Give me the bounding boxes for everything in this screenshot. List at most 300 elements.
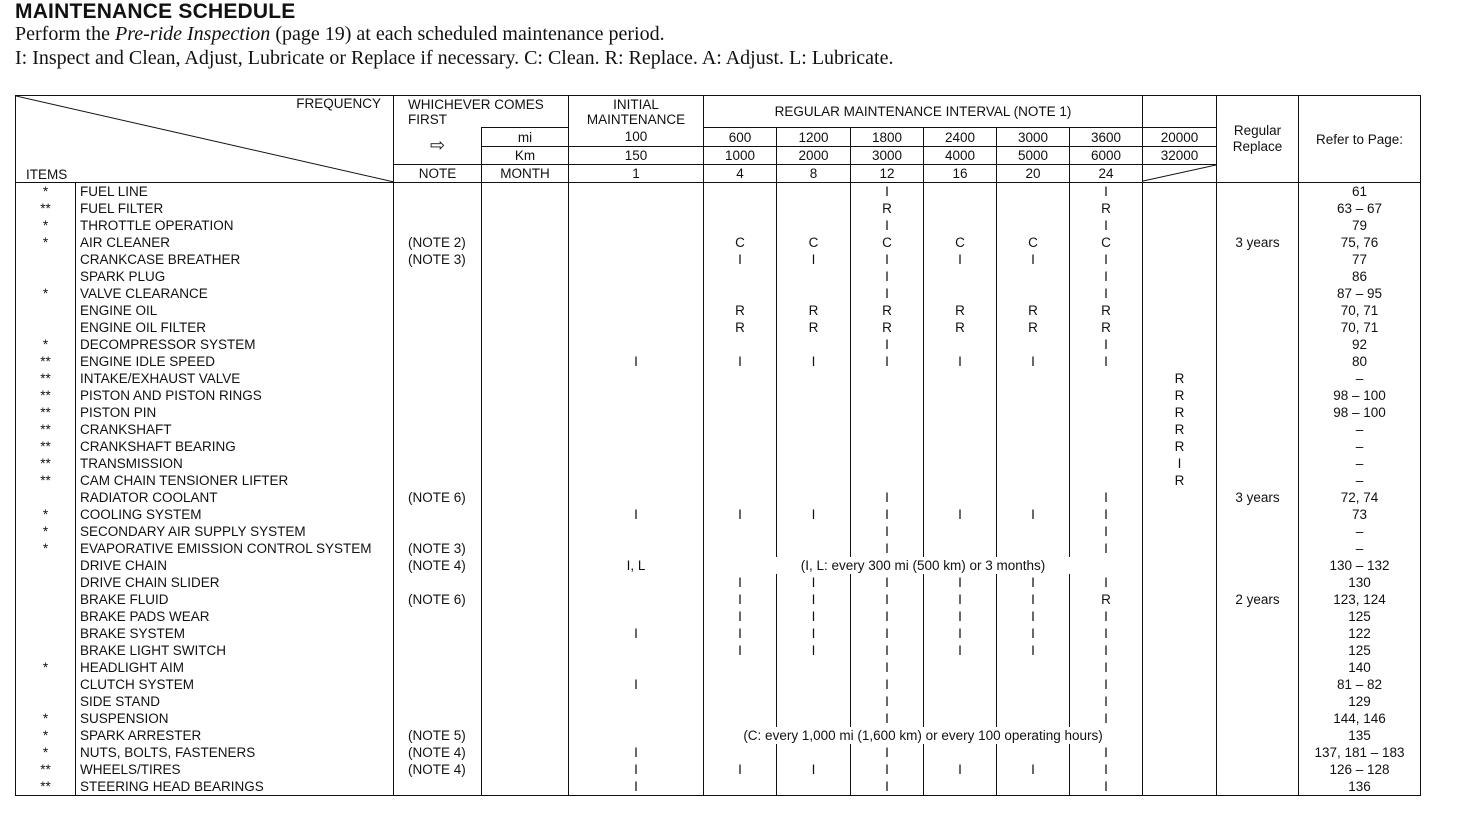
interval-value-3 [924,744,997,761]
initial-value: I [569,506,704,523]
interval-value-3: I [924,506,997,523]
initial-value [569,268,704,285]
interval-value-2: I [851,693,924,710]
month-label: MONTH [482,165,569,183]
item-marker [16,489,76,506]
regular-replace-value [1217,268,1299,285]
item-name: FUEL LINE [76,183,394,201]
interval-value-2: I [851,676,924,693]
table-row [16,710,1421,727]
refer-page-value: 86 [1299,268,1421,285]
item-blank [482,659,569,676]
item-marker [16,251,76,268]
item-note [394,693,482,710]
refer-page-value: – [1299,421,1421,438]
regular-replace-value [1217,285,1299,302]
table-row [16,438,1421,455]
item-name: VALVE CLEARANCE [76,285,394,302]
refer-page-value: 144, 146 [1299,710,1421,727]
refer-page-value: – [1299,455,1421,472]
table-row [16,693,1421,710]
regular-replace-value [1217,336,1299,353]
item-blank [482,693,569,710]
item-marker: * [16,710,76,727]
item-marker: ** [16,200,76,217]
refer-page-value: 75, 76 [1299,234,1421,251]
item-note: (NOTE 4) [394,557,482,574]
item-marker: * [16,285,76,302]
interval-value-4 [997,540,1070,557]
item-name: PISTON AND PISTON RINGS [76,387,394,404]
item-name: BRAKE PADS WEAR [76,608,394,625]
interval-value-1 [777,217,851,234]
interval-value-2: I [851,710,924,727]
interval-value-1: R [777,302,851,319]
interval-value-5: R [1070,200,1143,217]
item-marker: * [16,727,76,744]
item-marker: ** [16,404,76,421]
regular-replace-value [1217,608,1299,625]
item-marker: * [16,659,76,676]
interval-value-1 [777,744,851,761]
regular-replace-value [1217,676,1299,693]
interval-value-5 [1070,404,1143,421]
item-name: EVAPORATIVE EMISSION CONTROL SYSTEM [76,540,394,557]
initial-value [569,523,704,540]
special-value [1143,506,1217,523]
interval-1-mi: 1200 [777,128,851,147]
special-value [1143,540,1217,557]
interval-value-5: I [1070,506,1143,523]
item-note: (NOTE 5) [394,727,482,744]
frequency-label: FREQUENCY [296,96,381,111]
special-value [1143,676,1217,693]
regular-replace-value [1217,506,1299,523]
item-marker: * [16,217,76,234]
interval-value-5: I [1070,353,1143,370]
item-blank [482,642,569,659]
interval-value-2: I [851,353,924,370]
interval-value-5 [1070,387,1143,404]
interval-value-4: I [997,642,1070,659]
interval-value-2: I [851,659,924,676]
item-marker: * [16,744,76,761]
item-name: ENGINE OIL FILTER [76,319,394,336]
initial-value [569,319,704,336]
interval-value-4: I [997,608,1070,625]
refer-page-value: 129 [1299,693,1421,710]
frequency-items-header [16,96,394,183]
initial-value: I [569,778,704,796]
item-marker [16,268,76,285]
refer-page-value: 130 [1299,574,1421,591]
item-note [394,642,482,659]
interval-value-3 [924,676,997,693]
refer-page-value: 73 [1299,506,1421,523]
refer-page-value: 98 – 100 [1299,387,1421,404]
table-row [16,234,1421,251]
regular-replace-value [1217,319,1299,336]
refer-page-value: 70, 71 [1299,319,1421,336]
regular-replace-value [1217,387,1299,404]
whichever-header: WHICHEVER COMES FIRST [394,96,569,128]
interval-value-1: I [777,761,851,778]
interval-value-0 [704,370,777,387]
item-note [394,778,482,796]
interval-value-2: R [851,319,924,336]
item-marker [16,557,76,574]
schedule-body [16,183,1421,796]
regular-interval-header-end [1143,96,1217,128]
item-blank [482,557,569,574]
interval-value-1: C [777,234,851,251]
interval-value-4 [997,693,1070,710]
interval-value-0 [704,659,777,676]
interval-value-4 [997,676,1070,693]
table-row [16,676,1421,693]
regular-replace-value [1217,642,1299,659]
interval-value-4 [997,285,1070,302]
interval-value-3 [924,217,997,234]
interval-value-5: I [1070,778,1143,796]
interval-value-2 [851,455,924,472]
special-diagonal [1143,165,1216,182]
special-value: R [1143,387,1217,404]
interval-value-0 [704,693,777,710]
item-note: (NOTE 3) [394,540,482,557]
item-note [394,523,482,540]
regular-replace-value [1217,421,1299,438]
interval-value-5: I [1070,268,1143,285]
initial-value [569,608,704,625]
special-value [1143,693,1217,710]
item-name: CRANKSHAFT BEARING [76,438,394,455]
special-value [1143,557,1217,574]
regular-replace-value [1217,727,1299,744]
item-marker: ** [16,455,76,472]
item-blank [482,370,569,387]
item-note: (NOTE 3) [394,251,482,268]
interval-value-1 [777,370,851,387]
item-marker: ** [16,353,76,370]
intro-line [15,23,665,46]
item-note [394,625,482,642]
interval-value-1 [777,489,851,506]
item-name: FUEL FILTER [76,200,394,217]
initial-value [569,591,704,608]
regular-replace-value [1217,523,1299,540]
interval-value-0 [704,421,777,438]
item-blank [482,387,569,404]
special-value [1143,217,1217,234]
initial-value [569,370,704,387]
intro-post: (page 19) at each scheduled maintenance period. [270,23,665,45]
interval-value-4 [997,387,1070,404]
interval-value-2: R [851,200,924,217]
regular-replace-value [1217,761,1299,778]
table-row [16,319,1421,336]
interval-value-5: I [1070,217,1143,234]
refer-page-value: 61 [1299,183,1421,201]
interval-value-1 [777,676,851,693]
special-value [1143,302,1217,319]
interval-value-4 [997,659,1070,676]
interval-value-1 [777,200,851,217]
interval-value-5: I [1070,251,1143,268]
refer-page-value: 70, 71 [1299,302,1421,319]
initial-value [569,336,704,353]
interval-value-5: I [1070,744,1143,761]
regular-replace-value [1217,353,1299,370]
interval-value-1 [777,693,851,710]
interval-value-5: I [1070,761,1143,778]
item-blank [482,421,569,438]
initial-value: I [569,625,704,642]
refer-page-value: – [1299,540,1421,557]
item-marker [16,693,76,710]
item-blank [482,523,569,540]
item-note [394,353,482,370]
refer-page-value: 63 – 67 [1299,200,1421,217]
item-note [394,336,482,353]
item-blank [482,778,569,796]
interval-value-4 [997,421,1070,438]
special-value [1143,659,1217,676]
interval-3-mi: 2400 [924,128,997,147]
interval-3-km: 4000 [924,147,997,165]
interval-value-2: R [851,302,924,319]
regular-replace-value: 3 years [1217,234,1299,251]
table-row [16,251,1421,268]
table-row [16,404,1421,421]
refer-page-value: 92 [1299,336,1421,353]
interval-value-5: I [1070,608,1143,625]
refer-page-value: 130 – 132 [1299,557,1421,574]
regular-replace-value [1217,693,1299,710]
interval-value-3: C [924,234,997,251]
interval-2-month: 12 [851,165,924,183]
special-value [1143,778,1217,796]
special-value [1143,608,1217,625]
interval-value-1 [777,540,851,557]
interval-value-1 [777,438,851,455]
interval-value-2: I [851,251,924,268]
interval-value-1: I [777,642,851,659]
interval-value-3 [924,336,997,353]
special-value [1143,251,1217,268]
item-name: NUTS, BOLTS, FASTENERS [76,744,394,761]
table-row [16,302,1421,319]
interval-value-0: I [704,761,777,778]
table-row [16,472,1421,489]
item-name: AIR CLEANER [76,234,394,251]
refer-page-value: 87 – 95 [1299,285,1421,302]
interval-value-0 [704,744,777,761]
regular-replace-value [1217,659,1299,676]
item-blank [482,302,569,319]
item-name: BRAKE LIGHT SWITCH [76,642,394,659]
table-row [16,540,1421,557]
regular-replace-value [1217,200,1299,217]
table-row [16,183,1421,201]
special-value: R [1143,421,1217,438]
table-row [16,608,1421,625]
item-note [394,285,482,302]
interval-value-3: I [924,574,997,591]
initial-value [569,183,704,201]
item-note [394,659,482,676]
table-row [16,625,1421,642]
item-marker [16,625,76,642]
regular-replace-value [1217,472,1299,489]
item-blank [482,591,569,608]
interval-value-5: I [1070,625,1143,642]
interval-value-0: I [704,591,777,608]
regular-replace-value [1217,217,1299,234]
interval-value-3 [924,387,997,404]
item-blank [482,540,569,557]
table-row [16,285,1421,302]
interval-value-3: I [924,625,997,642]
interval-value-0: I [704,353,777,370]
item-blank [482,438,569,455]
initial-mi: 100 [569,128,704,147]
item-blank [482,251,569,268]
interval-value-1 [777,268,851,285]
interval-value-4 [997,744,1070,761]
item-marker: ** [16,778,76,796]
initial-value: I [569,676,704,693]
interval-value-4 [997,472,1070,489]
regular-replace-value [1217,744,1299,761]
initial-header: INITIAL MAINTENANCE [569,96,704,128]
interval-value-3 [924,472,997,489]
interval-value-4: I [997,625,1070,642]
item-name: BRAKE SYSTEM [76,625,394,642]
refer-page-value: – [1299,472,1421,489]
interval-0-km: 1000 [704,147,777,165]
interval-value-3 [924,421,997,438]
special-value: R [1143,438,1217,455]
item-note [394,217,482,234]
item-marker: * [16,506,76,523]
special-value [1143,319,1217,336]
item-note: (NOTE 4) [394,761,482,778]
item-note [394,183,482,201]
table-row [16,744,1421,761]
km-label: Km [482,147,569,165]
initial-value [569,489,704,506]
intro-pre: Perform the [15,23,115,45]
interval-value-0: I [704,574,777,591]
interval-value-3: I [924,608,997,625]
interval-value-0: I [704,608,777,625]
interval-value-4: R [997,319,1070,336]
refer-page-value: 77 [1299,251,1421,268]
item-note [394,404,482,421]
note-label: NOTE [394,165,482,183]
interval-value-0 [704,676,777,693]
table-row [16,557,1421,574]
interval-value-5: R [1070,591,1143,608]
interval-value-0 [704,336,777,353]
interval-value-3 [924,489,997,506]
interval-value-1 [777,336,851,353]
table-row [16,574,1421,591]
interval-value-2: I [851,183,924,201]
item-marker: ** [16,370,76,387]
regular-replace-value [1217,778,1299,796]
refer-page-value: 72, 74 [1299,489,1421,506]
item-name: CAM CHAIN TENSIONER LIFTER [76,472,394,489]
interval-5-mi: 3600 [1070,128,1143,147]
interval-value-3 [924,438,997,455]
regular-replace-value [1217,710,1299,727]
arrow-cell [394,128,482,165]
interval-value-0 [704,472,777,489]
item-marker: ** [16,472,76,489]
special-value [1143,353,1217,370]
item-blank [482,489,569,506]
regular-replace-value: 3 years [1217,489,1299,506]
interval-value-4: I [997,353,1070,370]
item-blank [482,336,569,353]
interval-2-mi: 1800 [851,128,924,147]
interval-value-1 [777,455,851,472]
interval-value-2: I [851,506,924,523]
item-blank [482,727,569,744]
interval-value-1: I [777,506,851,523]
special-value [1143,761,1217,778]
item-name: DRIVE CHAIN [76,557,394,574]
interval-value-5: I [1070,183,1143,201]
table-row [16,200,1421,217]
item-blank [482,574,569,591]
interval-value-0: R [704,302,777,319]
initial-value [569,438,704,455]
regular-replace-value [1217,455,1299,472]
item-marker [16,608,76,625]
item-name: STEERING HEAD BEARINGS [76,778,394,796]
initial-value [569,540,704,557]
interval-value-2: I [851,268,924,285]
items-label: ITEMS [26,167,68,182]
interval-value-0 [704,268,777,285]
interval-value-5: I [1070,693,1143,710]
special-value [1143,268,1217,285]
item-note [394,455,482,472]
interval-value-4 [997,336,1070,353]
interval-value-2: I [851,489,924,506]
item-note [394,302,482,319]
interval-value-2: I [851,625,924,642]
regular-replace-value [1217,557,1299,574]
interval-value-4 [997,438,1070,455]
initial-value [569,234,704,251]
item-note [394,676,482,693]
refer-page-value: 126 – 128 [1299,761,1421,778]
item-name: SIDE STAND [76,693,394,710]
interval-value-2: I [851,778,924,796]
interval-value-4: R [997,302,1070,319]
item-marker: ** [16,421,76,438]
interval-value-4 [997,523,1070,540]
item-name: COOLING SYSTEM [76,506,394,523]
special-value [1143,574,1217,591]
interval-value-2: I [851,523,924,540]
interval-value-1: I [777,591,851,608]
interval-value-4 [997,217,1070,234]
